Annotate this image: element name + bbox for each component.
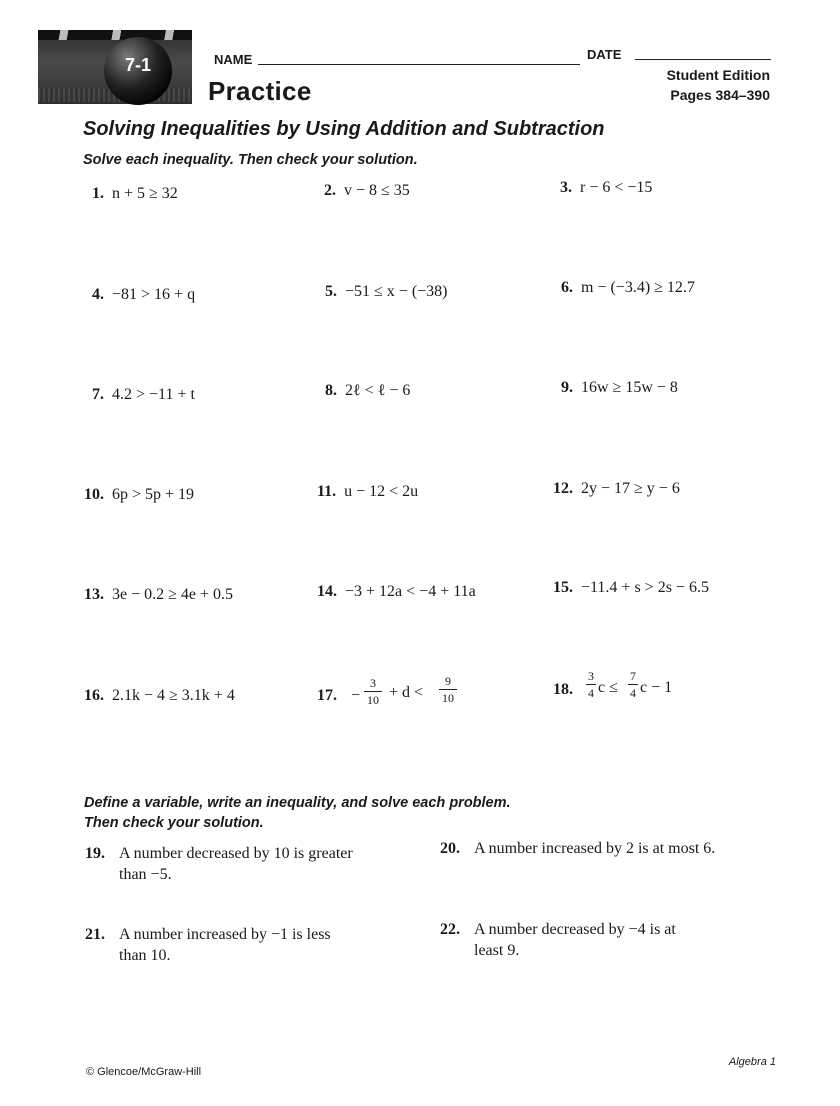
problem-expression: 2ℓ < ℓ − 6 <box>345 382 411 399</box>
date-label: DATE <box>587 47 622 62</box>
problem-number: 21. <box>85 926 105 943</box>
problem-expression: 4.2 > −11 + t <box>112 386 195 403</box>
pages-label: Pages 384–390 <box>670 87 770 103</box>
problem-11 <box>317 482 418 502</box>
problem-expression: r − 6 < −15 <box>580 179 653 196</box>
copyright: © Glencoe/McGraw-Hill <box>86 1066 202 1078</box>
fraction-denominator: 4 <box>630 686 636 700</box>
problem-16 <box>84 686 235 706</box>
problem-17 <box>317 686 345 706</box>
problem-expression: n + 5 ≥ 32 <box>112 185 178 202</box>
problem-line: A number decreased by 10 is greater <box>119 845 353 862</box>
problem-number: 20. <box>440 840 460 857</box>
fraction-numerator: 3 <box>588 669 594 683</box>
problem-expression: u − 12 < 2u <box>344 483 419 500</box>
problem-18 <box>553 680 581 700</box>
fraction-denominator: 10 <box>367 693 379 707</box>
problem-7 <box>92 385 195 405</box>
problem-expression: 3e − 0.2 ≥ 4e + 0.5 <box>112 586 234 603</box>
fraction-numerator: 9 <box>445 674 451 688</box>
fraction-bar <box>439 689 457 690</box>
problem-number: 5. <box>325 283 337 300</box>
problem-line: A number increased by 2 is at most 6. <box>474 840 716 857</box>
problem-18-tail: c − 1 <box>640 679 673 696</box>
instruction-line: Then check your solution. <box>84 815 264 831</box>
problem-6 <box>561 278 695 298</box>
problem-expression: −11.4 + s > 2s − 6.5 <box>581 579 709 596</box>
problem-8 <box>325 381 410 401</box>
problem-number: 22. <box>440 921 460 938</box>
problem-text <box>474 838 715 859</box>
problem-1 <box>92 184 178 204</box>
name-label: NAME <box>214 52 253 67</box>
problem-number: 4. <box>92 286 104 303</box>
fraction-numerator: 3 <box>370 676 376 690</box>
fraction-denominator: 4 <box>588 686 594 700</box>
fraction-denominator: 10 <box>442 691 454 705</box>
word-problem-21 <box>85 924 425 968</box>
problem-number: 17. <box>317 687 337 704</box>
edition-label: Student Edition <box>666 67 770 83</box>
fraction-bar <box>364 691 382 692</box>
date-line <box>635 59 771 60</box>
word-problem-19 <box>85 843 425 887</box>
problem-number: 15. <box>553 579 573 596</box>
problem-number: 14. <box>317 583 337 600</box>
fraction-numerator: 7 <box>630 669 636 683</box>
problem-line: A number increased by −1 is less <box>119 926 331 943</box>
problem-number: 10. <box>84 486 104 503</box>
problem-2 <box>324 181 410 201</box>
problem-number: 16. <box>84 687 104 704</box>
problem-12 <box>553 479 680 499</box>
problem-number: 1. <box>92 185 104 202</box>
section2-instruction <box>84 793 511 833</box>
problem-expression: −3 + 12a < −4 + 11a <box>345 583 476 600</box>
worksheet-type: Practice <box>208 76 312 106</box>
section-title: Solving Inequalities by Using Addition and Subtraction <box>83 118 605 140</box>
problem-text <box>119 843 353 885</box>
problem-expression: 2y − 17 ≥ y − 6 <box>581 480 680 497</box>
problem-13 <box>84 585 233 605</box>
problem-number: 8. <box>325 382 337 399</box>
problem-expression: 16w ≥ 15w − 8 <box>581 379 678 396</box>
problem-line: than −5. <box>119 866 172 883</box>
problem-line: least 9. <box>474 942 520 959</box>
problem-expression: v − 8 ≤ 35 <box>344 182 410 199</box>
problem-number: 9. <box>561 379 573 396</box>
problem-9 <box>561 378 678 398</box>
section-instruction: Solve each inequality. Then check your solution. <box>83 152 418 168</box>
problem-number: 3. <box>560 179 572 196</box>
problem-number: 12. <box>553 480 573 497</box>
problem-expression: 2.1k − 4 ≥ 3.1k + 4 <box>112 687 235 704</box>
problem-number: 19. <box>85 845 105 862</box>
problem-expression: 6p > 5p + 19 <box>112 486 195 503</box>
problem-expression: −81 > 16 + q <box>112 286 196 303</box>
problem-number: 2. <box>324 182 336 199</box>
problem-number: 11. <box>317 483 337 500</box>
problem-number: 7. <box>92 386 104 403</box>
word-problem-22 <box>440 919 780 963</box>
problem-10 <box>84 485 194 505</box>
problem-text <box>474 919 676 961</box>
instruction-line: Define a variable, write an inequality, and solve each problem. <box>84 795 511 811</box>
word-problem-20 <box>440 838 780 882</box>
problem-3 <box>560 178 652 198</box>
problem-4 <box>92 285 195 305</box>
lesson-number: 7-1 <box>124 55 151 75</box>
fraction-bar <box>628 684 638 685</box>
problem-17-sign: − <box>351 687 361 704</box>
problem-14 <box>317 582 476 602</box>
problem-number: 18. <box>553 681 573 698</box>
subject-label: Algebra 1 <box>728 1056 776 1068</box>
problem-line: than 10. <box>119 947 171 964</box>
problem-15 <box>553 578 709 598</box>
fraction-bar <box>586 684 596 685</box>
name-line <box>258 64 580 65</box>
problem-17-middle: + d < <box>389 684 424 701</box>
problem-18-middle: c ≤ <box>598 679 618 696</box>
problem-5 <box>325 282 448 302</box>
problem-number: 6. <box>561 279 573 296</box>
problem-text <box>119 924 331 966</box>
problem-number: 13. <box>84 586 104 603</box>
problem-expression: −51 ≤ x − (−38) <box>345 283 448 300</box>
problem-expression: m − (−3.4) ≥ 12.7 <box>581 279 695 296</box>
problem-line: A number decreased by −4 is at <box>474 921 676 938</box>
